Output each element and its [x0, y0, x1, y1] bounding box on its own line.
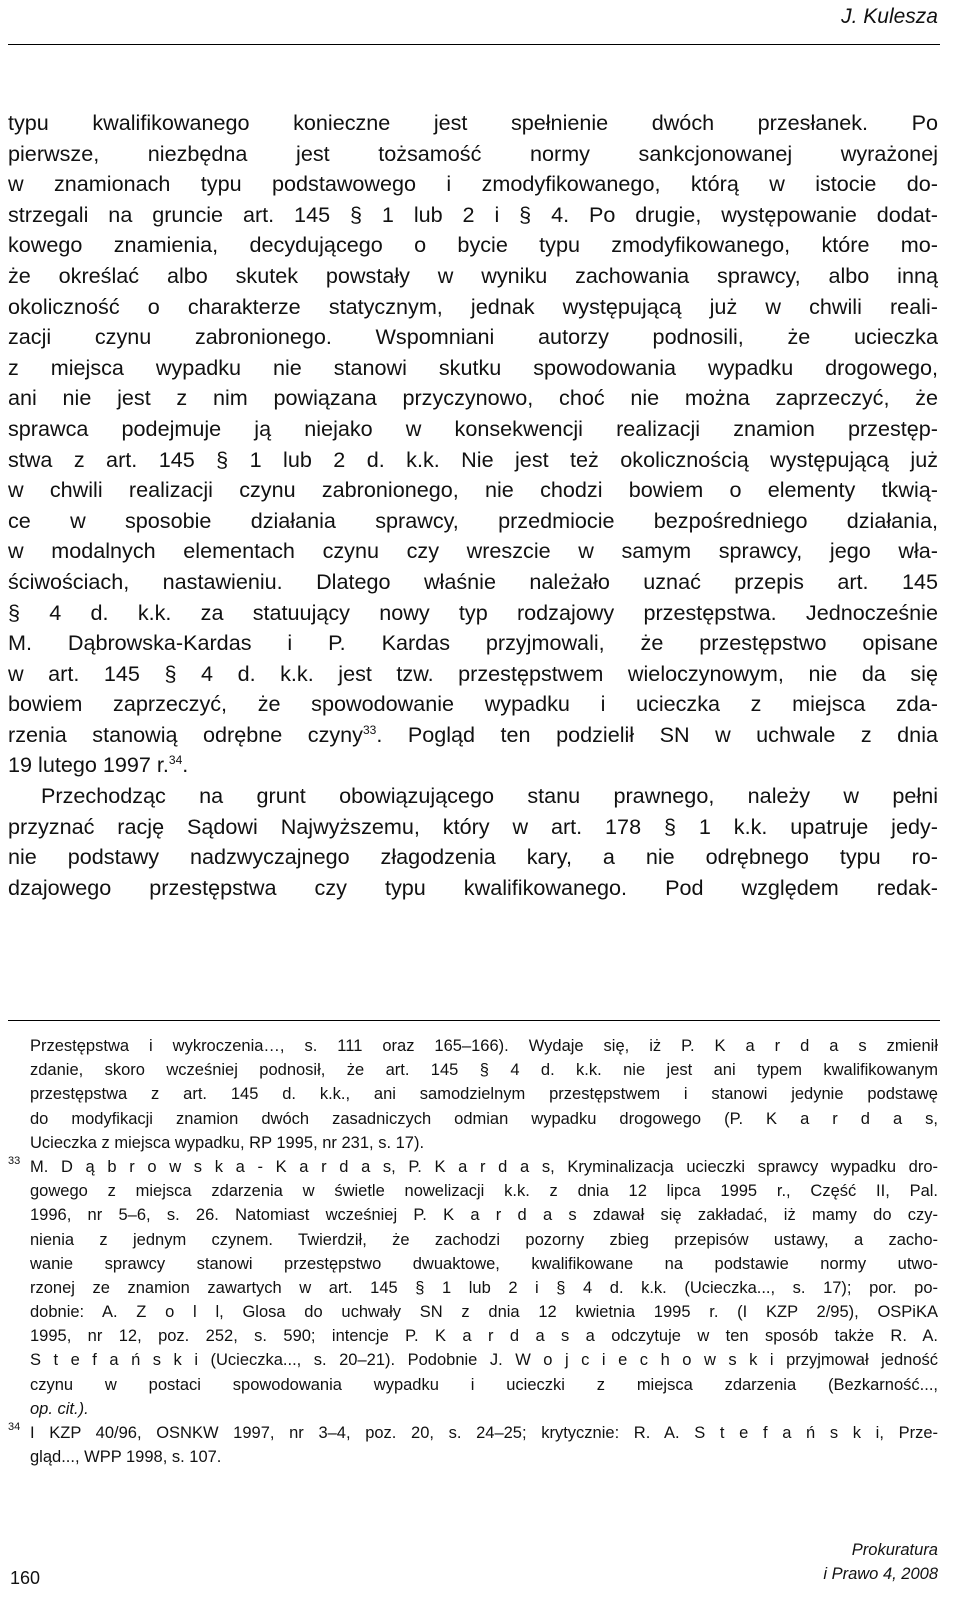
text-line	[8, 750, 938, 781]
text-line-content: pierwsze, niezbędna jest tożsamość normy sankcjonowanej wyrażonej	[8, 140, 938, 166]
text-line	[8, 230, 938, 261]
text-line	[8, 445, 938, 476]
text-line-content: bowiem zaprzeczyć, że spowodowanie wypadku i ucieczka z miejsca zda-	[8, 691, 938, 717]
text-line	[8, 781, 938, 812]
text-line	[8, 873, 938, 904]
text-line-content: § 4 d. k.k. za statuujący nowy typ rodzajowy przestępstwa. Jednocześnie	[8, 599, 938, 625]
footnote-line	[8, 1324, 938, 1348]
text-line-content: w chwili realizacji czynu zabronionego, nie chodzi bowiem o elementy tkwią-	[8, 477, 938, 503]
footnote-line	[8, 1131, 938, 1155]
footnote-reference[interactable]: 34	[168, 753, 183, 768]
text-line	[8, 261, 938, 292]
text-line	[8, 414, 938, 445]
text-line-content: przyznać rację Sądowi Najwyższemu, który w art. 178 § 1 k.k. upatruje jedy-	[8, 813, 938, 839]
footnote-line-content: Ucieczka z miejsca wypadku, RP 1995, nr 231, s. 17).	[30, 1133, 425, 1152]
text-line-content: ani nie jest z nim powiązana przyczynowo, choć nie można zaprzeczyć, że	[8, 385, 938, 411]
footnote-line-content: 1996, nr 5–6, s. 26. Natomiast wcześniej P. K a r d a s zdawał się zakładać, iż mamy do czy-	[30, 1206, 938, 1225]
text-line-content: w art. 145 § 4 d. k.k. jest tzw. przestępstwem wieloczynowym, nie da się	[8, 660, 938, 686]
footnote-line	[8, 1276, 938, 1300]
footnote-line	[8, 1421, 938, 1445]
text-line-content: zacji czynu zabronionego. Wspomniani autorzy podnosili, że ucieczka	[8, 324, 938, 350]
footnote-line	[8, 1203, 938, 1227]
footnote-number: 33	[8, 1154, 21, 1167]
text-line-content: że określać albo skutek powstały w wyniku zachowania sprawcy, albo inną	[8, 262, 938, 288]
text-line	[8, 506, 938, 537]
text-line-content: rzenia stanowią odrębne czyny	[8, 721, 363, 747]
text-line	[8, 720, 938, 751]
footnote-line-content: nienia z jednym czynem. Twierdził, że zachodzi pozorny zbieg przepisów ustawy, a zacho-	[30, 1230, 938, 1249]
footnote-line-content: czynu w postaci spowodowania wypadku i ucieczki z miejsca zdarzenia (Bezkarność...,	[30, 1375, 938, 1394]
text-line-content: nie podstawy nadzwyczajnego złagodzenia kary, a nie odrębnego typu ro-	[8, 844, 938, 870]
footnote-line	[8, 1082, 938, 1106]
text-line	[8, 292, 938, 323]
page-number: 160	[10, 1568, 41, 1588]
text-line-content: okoliczność o charakterze statycznym, jednak występującą już w chwili reali-	[8, 293, 938, 319]
footnote-line	[8, 1252, 938, 1276]
text-line-content: M. Dąbrowska-Kardas i P. Kardas przyjmowali, że przestępstwo opisane	[8, 630, 938, 656]
footnote-line-content: 1995, nr 12, poz. 252, s. 590; intencje P. K a r d a s a odczytuje w ten sposób także R. A.	[30, 1327, 938, 1346]
text-line-content: sprawca podejmuje ją niejako w konsekwencji realizacji znamion przestęp-	[8, 415, 938, 441]
footnote-line-content: dobnie: A. Z o l l, Glosa do uchwały SN z dnia 12 kwietnia 1995 r. (I KZP 2/95), OSPiKA	[30, 1303, 938, 1322]
text-line-content: stwa z art. 145 § 1 lub 2 d. k.k. Nie jest też okolicznością występującą już	[8, 446, 938, 472]
footnote-line	[8, 1179, 938, 1203]
footnote-line	[8, 1445, 938, 1469]
text-line	[8, 353, 938, 384]
footnote-line-content: gląd..., WPP 1998, s. 107.	[30, 1448, 222, 1467]
text-line	[8, 567, 938, 598]
footnote-line-content: przestępstwa z art. 145 d. k.k., ani samodzielnym przestępstwem i stanowi jedynie podstawę	[30, 1085, 938, 1104]
text-line	[8, 169, 938, 200]
text-line	[8, 689, 938, 720]
footnote-line	[8, 1058, 938, 1082]
footnote-line-content: op. cit.).	[30, 1399, 89, 1418]
text-line	[8, 200, 938, 231]
text-line	[8, 598, 938, 629]
text-line-content: w modalnych elementach czynu czy wreszcie w samym sprawcy, jego wła-	[8, 538, 938, 564]
footnote-number: 34	[8, 1421, 21, 1433]
text-line-content: z miejsca wypadku nie stanowi skutku spowodowania wypadku drogowego,	[8, 354, 938, 380]
text-line-content: ściwościach, nastawieniu. Dlatego właśnie należało uznać przepis art. 145	[8, 568, 938, 594]
text-line-content: w znamionach typu podstawowego i zmodyfikowanego, którą w istocie do-	[8, 171, 938, 197]
text-line-content: dzajowego przestępstwa czy typu kwalifikowanego. Pod względem redak-	[8, 874, 938, 900]
text-line-content: typu kwalifikowanego konieczne jest spełnienie dwóch przesłanek. Po	[8, 110, 938, 135]
footnote-line-content: gowego z miejsca zdarzenia w świetle nowelizacji k.k. z dnia 12 lipca 1995 r., Część II, Pal.	[30, 1182, 938, 1201]
main-body-text	[8, 108, 938, 903]
footnote-reference[interactable]: 33	[362, 722, 377, 737]
footnote-line-content: Przestępstwa i wykroczenia…, s. 111 oraz 165–166). Wydaje się, iż P. K a r d a s zmienił	[30, 1037, 938, 1055]
text-line	[8, 108, 938, 139]
footnote-line-content: rzonej ze znamion zawartych w art. 145 § 1 lub 2 i § 4 d. k.k. (Ucieczka..., s. 17); por. po-	[30, 1278, 938, 1297]
footnote-line	[8, 1348, 938, 1372]
text-line-continuation: .	[182, 752, 189, 778]
text-line-content: kowego znamienia, decydującego o bycie typu zmodyfikowanego, które mo-	[8, 232, 938, 258]
text-line	[8, 322, 938, 353]
footnote-line	[8, 1373, 938, 1397]
journal-name: Prokuratura	[851, 1541, 938, 1559]
footnote-divider	[8, 1020, 940, 1021]
header-divider	[8, 44, 940, 45]
text-line-content: 19 lutego 1997 r.	[8, 752, 169, 778]
footnote-line-content: zdanie, skoro wcześniej podnosił, że art. 145 § 4 d. k.k. nie jest ani typem kwalifikowanym	[30, 1061, 938, 1080]
text-line-content: ce w sposobie działania sprawcy, przedmiocie bezpośredniego działania,	[8, 507, 938, 533]
footnote-line	[8, 1034, 938, 1058]
footnotes-block	[8, 1034, 938, 1469]
footnote-line-content: do modyfikacji znamion dwóch zasadniczych odmian wypadku drogowego (P. K a r d a s,	[30, 1109, 938, 1128]
footnote-line-content: M. D ą b r o w s k a - K a r d a s, P. K a r d a s, Kryminalizacja ucieczki sprawcy wypadku dro-	[30, 1157, 938, 1176]
text-line	[8, 475, 938, 506]
text-line-content: strzegali na gruncie art. 145 § 1 lub 2 i § 4. Po drugie, występowanie dodat-	[8, 201, 938, 227]
footnote-line	[8, 1300, 938, 1324]
running-header-author: J. Kulesza	[841, 5, 938, 28]
text-line-content: Przechodząc na grunt obowiązującego stanu prawnego, należy w pełni	[41, 783, 938, 809]
text-line	[8, 659, 938, 690]
text-line	[8, 842, 938, 873]
footnote-line	[8, 1155, 938, 1179]
text-line	[8, 812, 938, 843]
text-line	[8, 628, 938, 659]
footnote-line-content: I KZP 40/96, OSNKW 1997, nr 3–4, poz. 20, s. 24–25; krytycznie: R. A. S t e f a ń s k i, Prze-	[30, 1424, 938, 1442]
footnote-line-content: wanie sprawcy stanowi przestępstwo dwuaktowe, kwalifikowane na podstawie normy utwo-	[30, 1254, 938, 1273]
footnote-line-content: S t e f a ń s k i (Ucieczka..., s. 20–21). Podobnie J. W o j c i e c h o w s k i przyjmował jedność	[30, 1351, 938, 1370]
footnote-line	[8, 1228, 938, 1252]
journal-footer	[823, 1538, 938, 1586]
journal-issue: i Prawo 4, 2008	[823, 1565, 938, 1583]
text-line	[8, 139, 938, 170]
text-line-continuation: . Pogląd ten podzielił SN w uchwale z dnia	[376, 721, 938, 747]
text-line	[8, 383, 938, 414]
footnote-line	[8, 1397, 938, 1421]
footnote-line	[8, 1107, 938, 1131]
text-line	[8, 536, 938, 567]
